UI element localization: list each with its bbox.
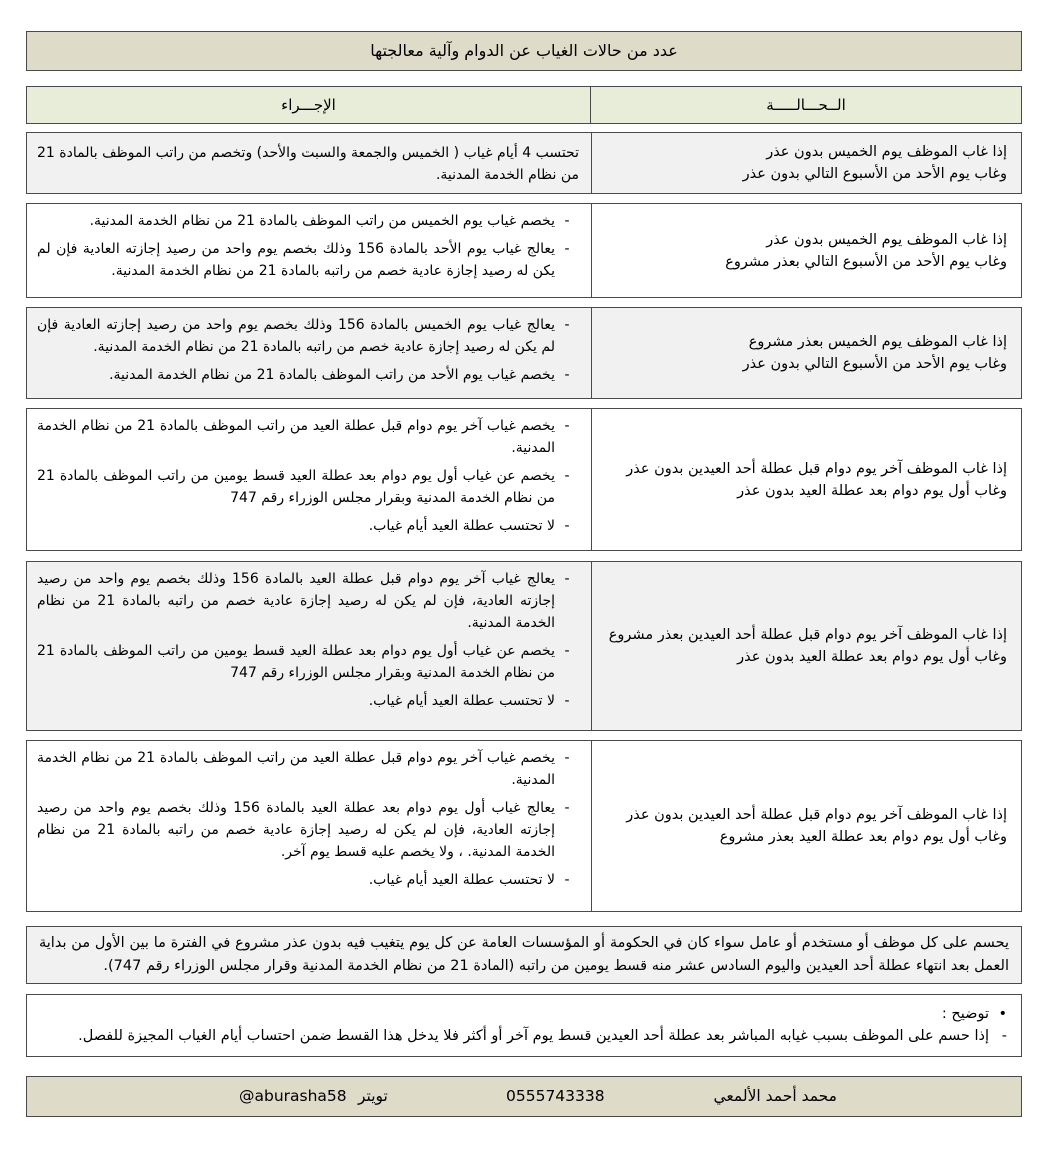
action-item <box>37 690 579 712</box>
twitter-label: تويتر <box>358 1087 388 1105</box>
footer <box>26 1076 1022 1117</box>
phone-number: 0555743338 <box>506 1087 605 1105</box>
clarification-item <box>41 1025 1007 1047</box>
action-item-text: يعالج غياب يوم الأحد بالمادة 156 وذلك بخصم يوم واحد من رصيد إجازته العادية فإن لم يكن له رصيد إجازة عادية خصم من راتبه بالمادة 21 من نظام الخدمة المدنية. <box>37 241 555 279</box>
action-item-text: يخصم غياب آخر يوم دوام قبل عطلة العيد من راتب الموظف بالمادة 21 من نظام الخدمة المدنية. <box>37 418 555 456</box>
table-row <box>26 307 1022 399</box>
case-cell <box>591 308 1021 398</box>
case-line: إذا غاب الموظف آخر يوم دوام قبل عطلة أحد العيدين بعذر مشروع <box>608 627 1007 643</box>
table-row <box>26 561 1022 731</box>
action-item <box>37 869 579 891</box>
action-cell <box>27 308 591 398</box>
dash-marker: - <box>564 241 570 257</box>
bullet-icon: • <box>998 1006 1007 1022</box>
action-cell <box>27 562 591 730</box>
case-cell <box>591 562 1021 730</box>
case-line: وغاب أول يوم دوام بعد عطلة العيد بدون عذر <box>737 649 1007 665</box>
case-line: إذا غاب الموظف يوم الخميس بعذر مشروع <box>748 334 1007 350</box>
case-line: وغاب أول يوم دوام بعد عطلة العيد بدون عذر <box>737 482 1007 499</box>
action-item-text: يخصم عن غياب أول يوم دوام بعد عطلة العيد قسط يومين من راتب الموظف بالمادة 21 من نظام الخدمة المدنية وبقرار مجلس الوزراء رقم 747 <box>37 468 555 506</box>
case-cell <box>591 133 1021 193</box>
dash-marker: - <box>564 317 570 333</box>
action-item-text: لا تحتسب عطلة العيد أيام غياب. <box>368 693 555 709</box>
action-item <box>37 364 579 386</box>
action-item <box>37 797 579 863</box>
case-line: إذا غاب الموظف يوم الخميس بدون عذر <box>766 144 1007 160</box>
table-header <box>26 86 1022 124</box>
action-item <box>37 747 579 791</box>
action-item-text: يعالج غياب أول يوم دوام بعد عطلة العيد بالمادة 156 وذلك بخصم يوم واحد من رصيد إجازته العادية، فإن لم يكن له رصيد إجازة عادية خصم من راتبه بالمادة 21 من نظام الخدمة المدنية. ، ولا يخصم عليه قسط يوم آخر. <box>37 800 556 860</box>
case-cell <box>591 204 1021 297</box>
action-item-text: يخصم غياب آخر يوم دوام قبل عطلة العيد من راتب الموظف بالمادة 21 من نظام الخدمة المدنية. <box>37 750 555 788</box>
dash-marker: - <box>564 800 570 816</box>
action-text: تحتسب 4 أيام غياب ( الخميس والجمعة والسبت والأحد) وتخصم من راتب الموظف بالمادة 21 من نظام الخدمة المدنية. <box>37 145 579 183</box>
action-item-text: لا تحتسب عطلة العيد أيام غياب. <box>368 872 555 888</box>
dash-marker: - <box>564 750 570 766</box>
table-row <box>26 408 1022 551</box>
action-item <box>37 210 579 232</box>
dash-marker: - <box>564 468 570 484</box>
author-name: محمد أحمد الألمعي <box>713 1087 837 1105</box>
dash-marker: - <box>564 418 570 434</box>
action-item <box>37 515 579 537</box>
table-row <box>26 740 1022 912</box>
clarification-header <box>41 1003 1007 1025</box>
action-item-text: يخصم عن غياب أول يوم دوام بعد عطلة العيد قسط يومين من راتب الموظف بالمادة 21 من نظام الخدمة المدنية وبقرار مجلس الوزراء رقم 747 <box>37 643 555 681</box>
table-row <box>26 203 1022 298</box>
twitter-handle: @aburasha58 <box>239 1087 347 1105</box>
case-line: إذا غاب الموظف يوم الخميس بدون عذر <box>766 231 1007 248</box>
case-line: وغاب يوم الأحد من الأسبوع التالي بدون عذر <box>742 166 1007 182</box>
clarification-box <box>26 994 1022 1057</box>
header-action: الإجـــراء <box>281 96 336 114</box>
action-cell <box>27 741 591 911</box>
action-item <box>37 640 579 684</box>
action-item <box>37 314 579 358</box>
note-box: يحسم على كل موظف أو مستخدم أو عامل سواء كان في الحكومة أو المؤسسات العامة عن كل يوم يتغيب فيه بدون عذر مشروع في الفترة ما بين الأول من بداية العمل بعد انتهاء عطلة أحد العيدين واليوم السادس عشر منه قسط يومين من راتبه (المادة 21 من نظام الخدمة المدنية وقرار مجلس الوزراء رقم 747). <box>26 926 1022 984</box>
action-item <box>37 568 579 634</box>
header-case: الــحـــالـــــة <box>590 87 1021 123</box>
clarification-title: توضيح : <box>941 1006 989 1022</box>
action-item <box>37 465 579 509</box>
action-cell <box>27 409 591 550</box>
dash-marker: - <box>564 643 570 659</box>
dash-marker: - <box>564 518 570 534</box>
action-item-text: لا تحتسب عطلة العيد أيام غياب. <box>368 518 555 534</box>
action-item <box>37 415 579 459</box>
dash-marker: - <box>564 213 570 229</box>
case-cell <box>591 409 1021 550</box>
dash-marker: - <box>564 693 570 709</box>
action-item-text: يخصم غياب يوم الأحد من راتب الموظف بالمادة 21 من نظام الخدمة المدنية. <box>109 367 555 383</box>
case-cell <box>591 741 1021 911</box>
action-item-text: يعالج غياب آخر يوم دوام قبل عطلة العيد بالمادة 156 وذلك بخصم يوم واحد من رصيد إجازته العادية، فإن لم يكن له رصيد إجازة عادية خصم من راتبه بالمادة 21 من نظام الخدمة المدنية. <box>37 571 556 631</box>
case-line: وغاب يوم الأحد من الأسبوع التالي بعذر مشروع <box>725 253 1007 270</box>
case-line: وغاب يوم الأحد من الأسبوع التالي بدون عذر <box>742 356 1007 372</box>
action-item-text: يعالج غياب يوم الخميس بالمادة 156 وذلك بخصم يوم واحد من رصيد إجازته العادية فإن لم يكن له رصيد إجازة عادية خصم من راتبه بالمادة 21 من نظام الخدمة المدنية. <box>37 317 555 355</box>
case-line: إذا غاب الموظف آخر يوم دوام قبل عطلة أحد العيدين بدون عذر <box>626 460 1007 477</box>
action-item-text: يخصم غياب يوم الخميس من راتب الموظف بالمادة 21 من نظام الخدمة المدنية. <box>89 213 555 229</box>
dash-marker: - <box>564 872 570 888</box>
case-line: وغاب أول يوم دوام بعد عطلة العيد بعذر مشروع <box>719 829 1007 845</box>
action-item <box>37 238 579 282</box>
clarification-text: إذا حسم على الموظف بسبب غيابه المباشر بعد عطلة أحد العيدين قسط يوم آخر أو أكثر فلا يدخل هذا القسط ضمن احتساب أيام الغياب المجيزة للفصل. <box>78 1028 989 1044</box>
table-row <box>26 132 1022 194</box>
dash-marker: - <box>1001 1028 1007 1044</box>
case-line: إذا غاب الموظف آخر يوم دوام قبل عطلة أحد العيدين بدون عذر <box>626 807 1007 823</box>
action-cell <box>27 133 591 193</box>
dash-marker: - <box>564 571 570 587</box>
page-title: عدد من حالات الغياب عن الدوام وآلية معالجتها <box>26 31 1022 71</box>
action-cell <box>27 204 591 297</box>
dash-marker: - <box>564 367 570 383</box>
